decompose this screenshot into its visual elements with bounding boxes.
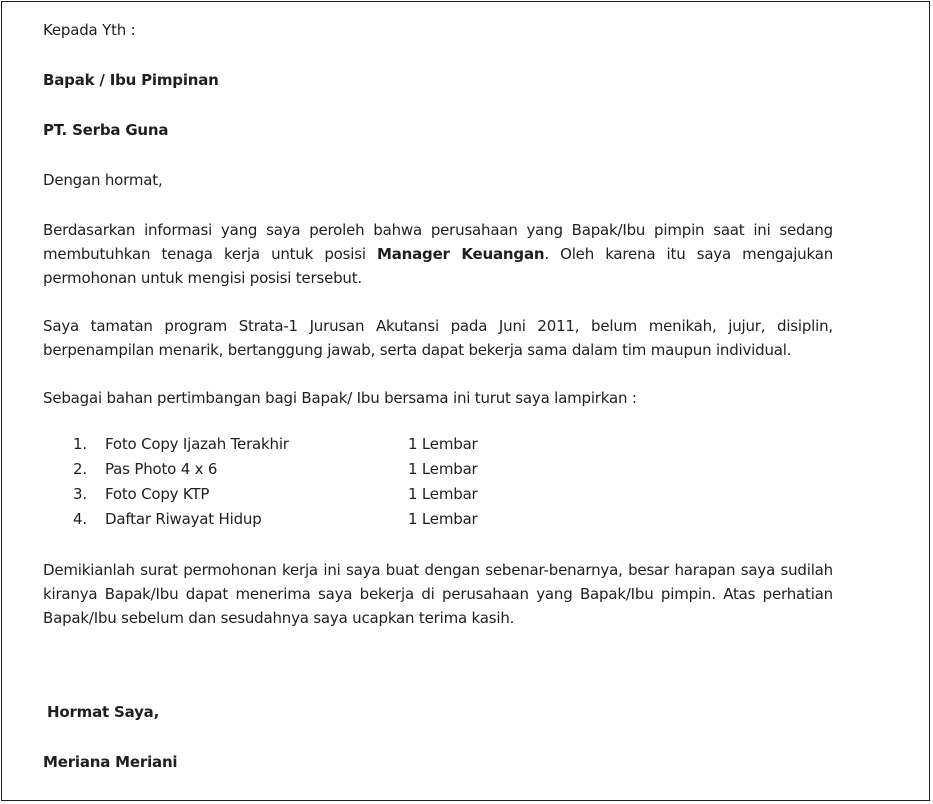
closing-regards: Hormat Saya, — [47, 703, 160, 721]
attachment-name: Foto Copy KTP — [105, 485, 210, 503]
company-name: PT. Serba Guna — [43, 121, 169, 139]
document-page — [1, 1, 930, 801]
paragraph-closing: Demikianlah surat permohonan kerja ini saya buat dengan sebenar-benarnya, besar harapan saya sudilah kiranya Bapak/Ibu dapat menerima saya bekerja di perusahaan yang Bapak/Ibu pimpin. Atas perhatian Bapak/Ibu sebelum dan sesudahnya saya ucapkan terima kasih. — [43, 561, 833, 627]
attachment-quantity: 1 Lembar — [408, 460, 478, 478]
salutation-to: Kepada Yth : — [43, 21, 136, 39]
application-letter — [43, 18, 833, 774]
paragraph-position-text-1: Berdasarkan informasi yang saya peroleh bahwa perusahaan yang Bapak/Ibu pimpin saat ini sedang membutuhkan tenaga kerja untuk posisi — [43, 221, 833, 263]
attachment-name: Daftar Riwayat Hidup — [105, 510, 262, 528]
recipient: Bapak / Ibu Pimpinan — [43, 71, 219, 89]
list-item — [43, 482, 833, 507]
paragraph-attachments-intro: Sebagai bahan pertimbangan bagi Bapak/ Ibu bersama ini turut saya lampirkan : — [43, 389, 637, 407]
attachment-quantity: 1 Lembar — [408, 510, 478, 528]
attachment-list — [43, 432, 833, 532]
attachment-quantity: 1 Lembar — [408, 485, 478, 503]
paragraph-qualifications: Saya tamatan program Strata-1 Jurusan Akutansi pada Juni 2011, belum menikah, jujur, disiplin, berpenampilan menarik, bertanggung jawab, serta dapat bekerja sama dalam tim maupun individual. — [43, 317, 833, 359]
attachment-quantity: 1 Lembar — [408, 435, 478, 453]
list-item — [43, 432, 833, 457]
paragraph-position — [43, 218, 833, 290]
paragraph-position-text-2: . Oleh karena itu saya mengajukan permohonan untuk mengisi posisi tersebut. — [43, 245, 834, 287]
list-item — [43, 457, 833, 482]
attachment-name: Foto Copy Ijazah Terakhir — [105, 435, 289, 453]
attachment-number: 4. — [73, 510, 87, 528]
attachment-number: 1. — [73, 435, 87, 453]
signer-name: Meriana Meriani — [43, 753, 178, 771]
attachment-number: 3. — [73, 485, 87, 503]
list-item — [43, 507, 833, 532]
attachment-number: 2. — [73, 460, 87, 478]
position-title: Manager Keuangan — [377, 245, 545, 263]
attachment-name: Pas Photo 4 x 6 — [105, 460, 218, 478]
greeting: Dengan hormat, — [43, 171, 163, 189]
